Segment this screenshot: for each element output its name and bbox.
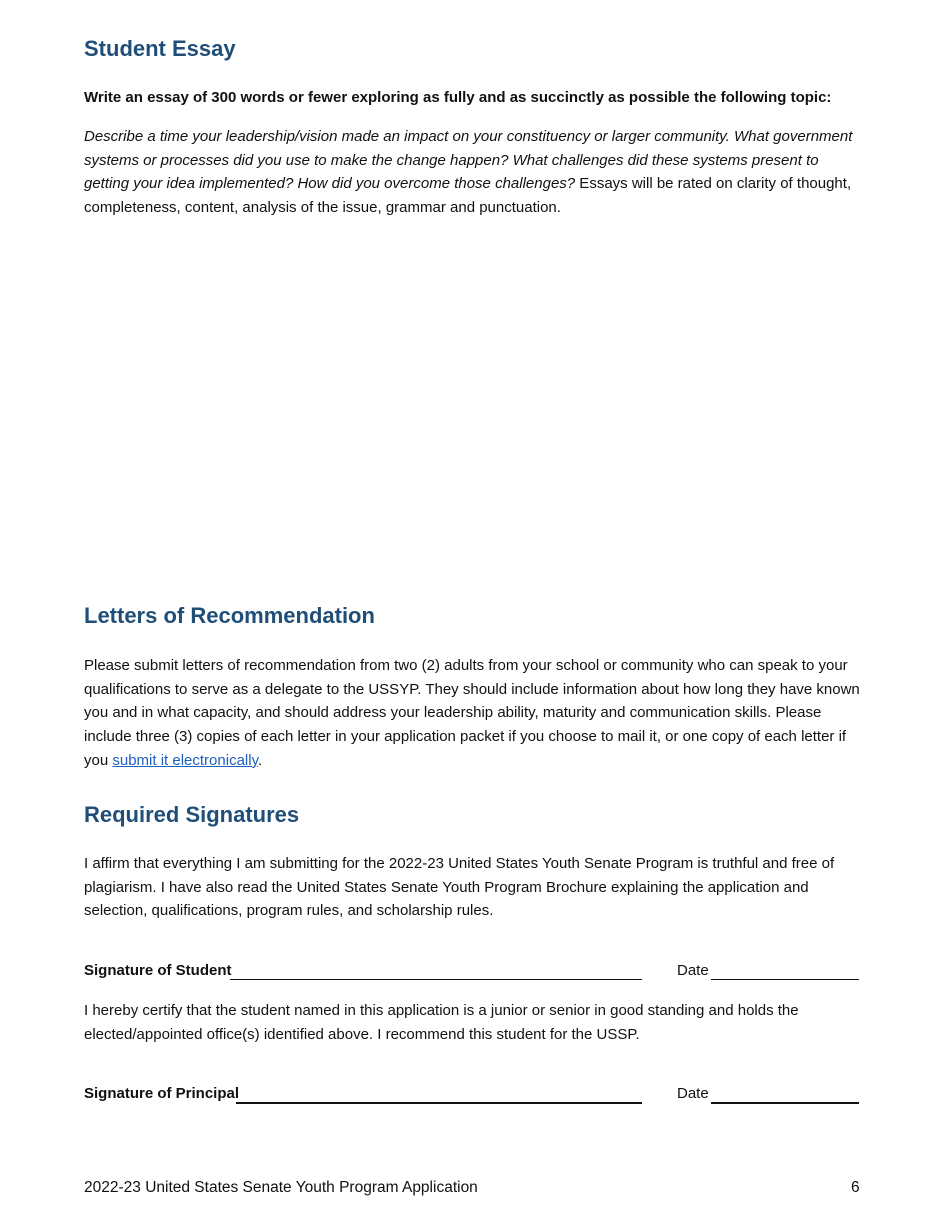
essay-rating-criteria: Essays will be rated on clarity of thought, completeness, content, analysis of the issue, grammar and punctuation. bbox=[84, 175, 852, 217]
certification-text: I hereby certify that the student named in this application is a junior or senior in good standing and holds the elected/appointed office(s) identified above. I recommend this student for the USSP. bbox=[84, 1002, 799, 1043]
essay-instruction: Write an essay of 300 words or fewer exploring as fully and as succinctly as possible the following topic: bbox=[84, 89, 832, 106]
footer-title: 2022-23 United States Senate Youth Program Application bbox=[84, 1179, 478, 1196]
student-signature-row bbox=[84, 961, 864, 983]
principal-signature-line[interactable] bbox=[236, 1102, 642, 1104]
essay-prompt-question: Describe a time your leadership/vision made an impact on your constituency or larger community. What government systems or processes did you use to make the change happen? What challenges did these systems present to getting your idea implemented? How did you overcome those challenges? bbox=[84, 128, 853, 193]
principal-signature-row bbox=[84, 1084, 864, 1106]
essay-heading: Student Essay bbox=[84, 36, 236, 61]
recommendation-body bbox=[84, 654, 866, 773]
student-date-label: Date bbox=[677, 962, 709, 979]
recommendation-text: Please submit letters of recommendation from two (2) adults from your school or community who can speak to your qualifications to serve as a delegate to the USSYP. They should include information about how long they have known you and in what capacity, and should address your leadership ability, maturity and communication skills. Please include three (3) copies of each letter in your application packet if you choose to mail it, or one copy of each letter if you bbox=[84, 657, 860, 769]
student-signature-label: Signature of Student bbox=[84, 962, 232, 979]
signatures-heading: Required Signatures bbox=[84, 802, 300, 827]
principal-date-line[interactable] bbox=[711, 1102, 859, 1104]
principal-date-label: Date bbox=[677, 1085, 709, 1102]
student-signature-line[interactable] bbox=[230, 979, 642, 980]
recommendation-period: . bbox=[257, 751, 263, 769]
page-number: 6 bbox=[851, 1179, 860, 1196]
submit-electronically-link[interactable]: submit it electronically bbox=[112, 751, 258, 769]
essay-prompt bbox=[84, 125, 866, 220]
principal-signature-label: Signature of Principal bbox=[84, 1085, 240, 1102]
affirmation-text: I affirm that everything I am submitting for the 2022-23 United States Youth Senate Program is truthful and free of plagiarism. I have also read the United States Senate Youth Program Brochure explaining the application and selection, qualifications, program rules, and scholarship rules. bbox=[84, 855, 835, 920]
student-date-line[interactable] bbox=[711, 979, 859, 980]
recommendation-heading: Letters of Recommendation bbox=[84, 603, 375, 628]
